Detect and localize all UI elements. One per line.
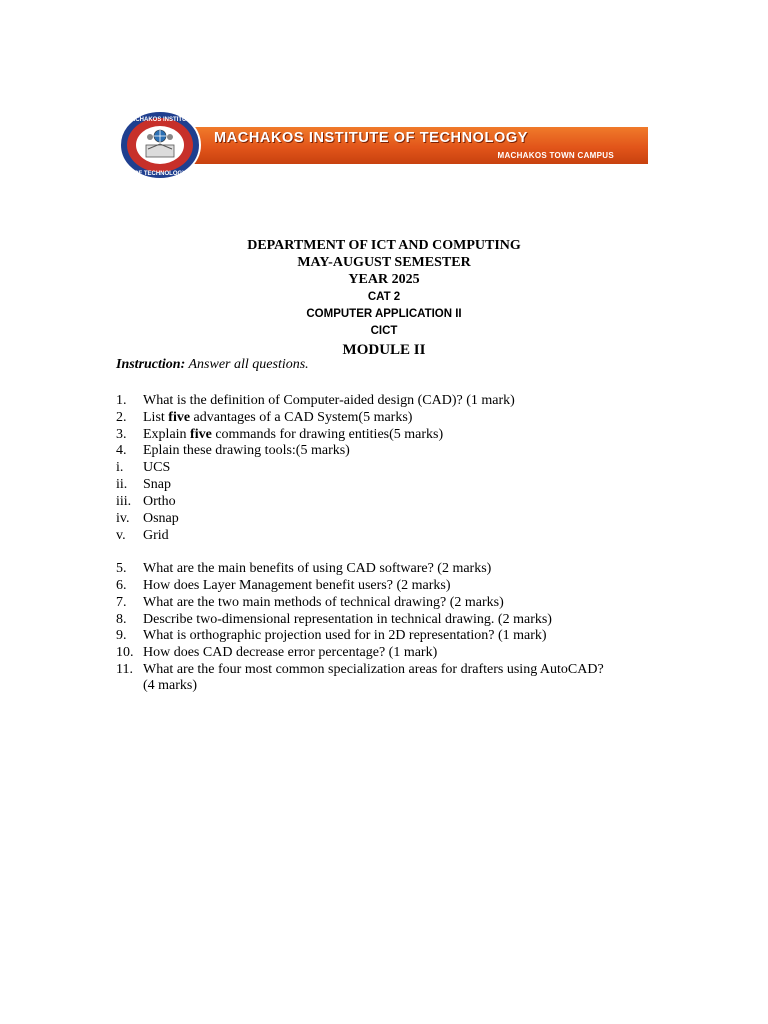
tool-number: iv. [116,511,130,526]
question-continuation: (4 marks) [143,678,198,693]
question-text-part: Eplain these drawing tools:(5 marks) [143,443,350,458]
question-number: 6. [116,578,127,593]
semester-heading: MAY-AUGUST SEMESTER [297,255,471,270]
tool-label: Ortho [143,494,176,509]
question-number: 5. [116,561,127,576]
question-number: 3. [116,427,127,442]
question-text: Describe two-dimensional representation in technical drawing. (2 marks) [143,612,552,627]
tool-number: ii. [116,477,128,492]
year-heading: YEAR 2025 [348,272,420,287]
tool-label: Osnap [143,511,179,526]
question-text-part: What is the definition of Computer-aided design (CAD)? (1 mark) [143,393,515,408]
institution-banner [118,109,650,183]
question-number: 1. [116,393,127,408]
svg-text:MACHAKOS INSTITUTE: MACHAKOS INSTITUTE [126,117,194,123]
tool-number: iii. [116,494,132,509]
module-heading: MODULE II [342,342,426,358]
course-heading: CICT [370,325,398,337]
question-text: What are the two main methods of technical drawing? (2 marks) [143,595,504,610]
svg-text:OF TECHNOLOGY: OF TECHNOLOGY [133,171,187,177]
exam-heading: CAT 2 [367,291,401,303]
question-number: 9. [116,628,127,643]
institution-logo-icon [118,109,202,181]
instruction-label: Instruction: [116,357,186,372]
instruction-text: Answer all questions. [185,357,309,372]
question-text: How does Layer Management benefit users? (2 marks) [143,578,451,593]
question-text [143,392,515,409]
question-number: 11. [116,662,133,677]
question-text [143,426,443,443]
question-emphasis: five [190,427,212,442]
tool-number: i. [116,460,124,475]
question-text-part: advantages of a CAD System(5 marks) [190,410,413,425]
question-text: How does CAD decrease error percentage? (1 mark) [143,645,438,660]
question-number: 2. [116,410,127,425]
question-emphasis: five [168,410,191,425]
question-number: 10. [116,645,134,660]
tool-number: v. [116,528,126,543]
question-number: 7. [116,595,127,610]
question-number: 8. [116,612,127,627]
department-heading: DEPARTMENT OF ICT AND COMPUTING [247,238,521,253]
question-number: 4. [116,443,127,458]
tool-label: Grid [143,528,169,543]
question-text: What are the main benefits of using CAD software? (2 marks) [143,561,492,576]
question-text [143,442,350,459]
question-text-part: List [143,410,169,425]
tool-label: Snap [143,477,171,492]
tool-label: UCS [143,460,171,475]
question-text-part: Explain [143,427,191,442]
question-text-part: commands for drawing entities(5 marks) [211,427,444,442]
question-text: What are the four most common specialization areas for drafters using AutoCAD? [143,662,604,677]
instruction [116,357,309,373]
institution-name: MACHAKOS INSTITUTE OF TECHNOLOGY [214,130,529,146]
banner-bar [154,127,648,164]
question-text [143,409,412,426]
campus-name: MACHAKOS TOWN CAMPUS [497,151,614,160]
unit-heading: COMPUTER APPLICATION II [306,308,462,320]
question-text: What is orthographic projection used for in 2D representation? (1 mark) [143,628,547,643]
